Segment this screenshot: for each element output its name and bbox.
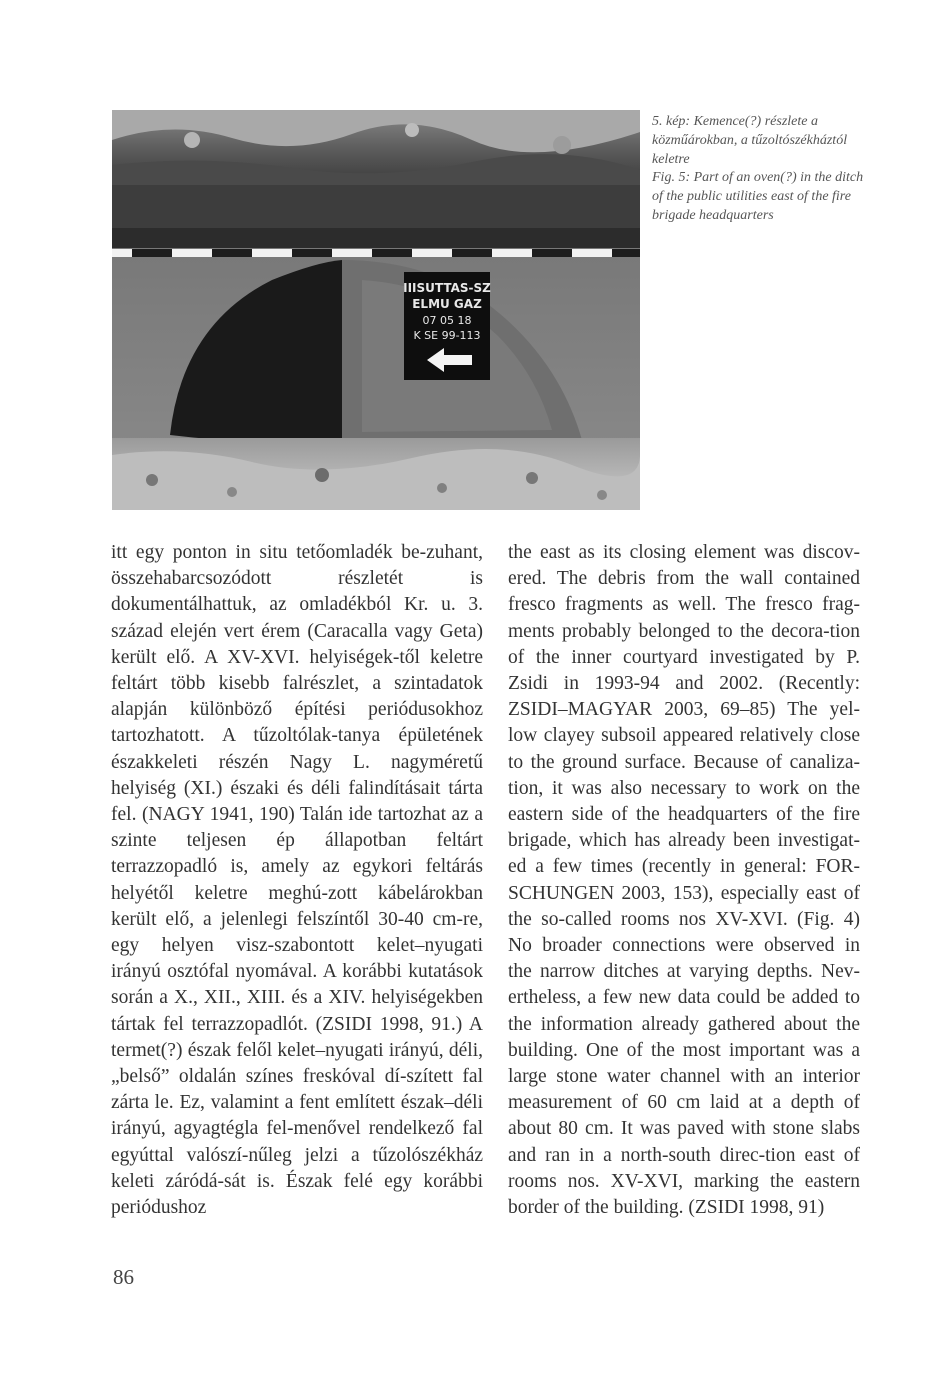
- body-column-right: [508, 540, 860, 1221]
- photo-sign-line2: ELMU GAZ: [412, 297, 482, 311]
- figure-caption: [652, 113, 872, 226]
- page-number: 86: [113, 1265, 134, 1289]
- photo-sign-line1: IIISUTTAS-SZ: [403, 281, 491, 295]
- caption-english: Fig. 5: Part of an oven(?) in the ditch of the public utilities east of the fire brigade headquarters: [652, 170, 864, 223]
- right-column-text: the east as its closing element was discov-ered. The debris from the wall contained fresco fragments as well. The fresco frag-ments probably belonged to the decora-tion of the inner courtyard investigated by P. Zsidi in 1993-94 and 2002. (Recently: ZSIDI–MAGYAR 2003, 69–85) The yel-low clayey subsoil appeared relatively close to the ground surface. Because of canaliza-tion, it was also necessary to work on the eastern side of the headquarters of the fire brigade, which has already been investigat-ed a few times (recently in general: FOR-SCHUNGEN 2003, 153), especially east of the so-called rooms nos XV-XVI. (Fig. 4) No broader connections were observed in the narrow ditches at varying depths. Nev-ertheless, a few new data could be added to the information already gathered about the building. One of the most important was a large stone water channel with an interior measurement of 60 cm laid at a depth of about 80 cm. It was paved with stone slabs and ran in a north-south direc-tion east of rooms nos. XV-XVI, marking the eastern border of the building. (ZSIDI 1998, 91): [508, 542, 860, 1219]
- excavation-photo: [112, 110, 640, 510]
- left-column-text: itt egy ponton in situ tetőomladék be-zuhant, összehabarcsozódott részletét is dokumentálhattuk, az omladékból Kr. u. 3. század elején vert érem (Caracalla vagy Geta) került elő. A XV-XVI. helyiségek-től keletre feltárt több kisebb falrészlet, a szintadatok alapján különböző építési periódusokhoz tartozhatott. A tűzoltólak-tanya épületének északkeleti részén Nagy L. nagyméretű helyiség (XI.) északi és déli falindításait tárta fel. (NAGY 1941, 190) Talán ide tartozhat az a szinte teljesen ép állapotban feltárt terrazzopadló is, amely az egykori feltárás helyétől keletre meghú-zott kábelárokban került elő, a jelenlegi felszíntől 30-40 cm-re, egy helyen visz-szabontott kelet–nyugati irányú osztófal nyomával. A korábbi kutatások során a X., XII., XIII. és a XIV. helyiségekben tártak fel terrazzopadlót. (ZSIDI 1998, 91.) A termet(?) észak felől kelet–nyugati irányú, déli, „belső” oldalán színes freskóval dí-szített fal zárta le. Ez, valamint a fent említett észak–déli irányú, agyagtégla fel-menővel rendelkező fal egyúttal valószí-nűleg jelzi a tűzolószékház keleti záródá-sát is. Észak felé egy korábbi periódushoz: [111, 542, 483, 1219]
- photo-sign-line4: K SE 99-113: [413, 329, 481, 342]
- body-column-left: [111, 540, 483, 1221]
- caption-hungarian: 5. kép: Kemence(?) részlete a közműárokban, a tűzoltószékháztól keletre: [652, 114, 848, 167]
- photo-sign-line3: 07 05 18: [422, 314, 472, 327]
